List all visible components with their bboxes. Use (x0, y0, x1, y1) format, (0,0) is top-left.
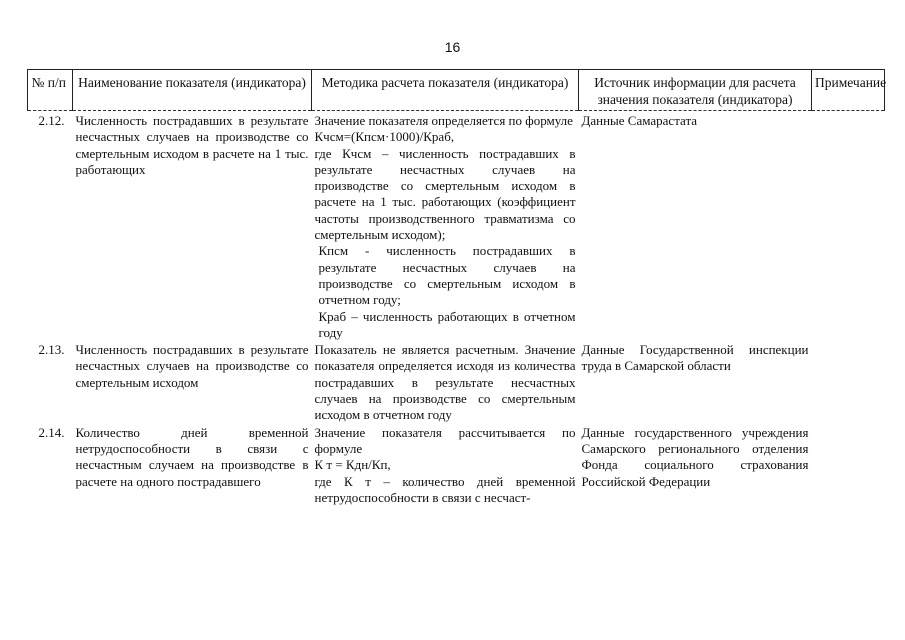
method-line: Значение показателя рассчитывается по формуле (314, 424, 576, 456)
page-number: 16 (444, 39, 461, 55)
method-line: где Кчсм – численность пострадавших в результате несчастных случаев на производстве со смертельным исходом в расчете на 1 тыс. работающих (коэффициент частоты производственного травматизма со смертельным исходом); (314, 145, 576, 243)
source-cell: Данные государственного учреждения Самарского регионального отделения Фонда социального страхования Российской Федерации (581, 424, 809, 489)
table-row (28, 341, 885, 423)
header-source: Источник информации для расчета значения показателя (индикатора) (579, 70, 812, 111)
indicator-table (27, 69, 885, 506)
header-note: Примечание (812, 70, 885, 111)
method-line: Значение показателя определяется по формуле (314, 113, 573, 128)
table-header-row (28, 70, 885, 111)
method-cell (312, 424, 579, 506)
indicator-name: Численность пострадавших в результате несчастных случаев на производстве со смертельным исходом в расчете на 1 тыс. работающих (75, 113, 309, 177)
method-line: Краб – численность работающих в отчетном году (318, 308, 576, 340)
method-formula: Кчсм=(Кпсм·1000)/Краб, (314, 129, 455, 145)
indicator-name: Количество дней временной нетрудоспособности в связи с несчастным случаем на производстве в расчете на одного пострадавшего (75, 424, 309, 489)
table-row (28, 424, 885, 506)
method-cell (312, 341, 579, 423)
note-cell (812, 111, 885, 342)
indicator-name: Численность пострадавших в результате несчастных случаев на производстве со смертельным исходом (75, 342, 309, 390)
row-number: 2.14. (38, 424, 65, 440)
table-row (28, 111, 885, 342)
header-method: Методика расчета показателя (индикатора) (312, 70, 579, 111)
source-cell: Данные Самарастата (581, 113, 698, 128)
row-number: 2.13. (38, 342, 65, 358)
source-cell: Данные Государственной инспекции труда в Самарской области (581, 342, 809, 374)
method-line: Показатель не является расчетным. Значение показателя определяется исходя из количества пострадавших в результате несчастных случаев на производстве со смертельным исходом в отчетном году (314, 342, 576, 423)
method-line: где К т – количество дней временной нетрудоспособности в связи с несчаст- (314, 473, 576, 505)
row-number: 2.12. (38, 113, 65, 128)
header-name: Наименование показателя (индикатора) (73, 70, 312, 111)
method-formula: К т = Кдн/Кп, (314, 457, 391, 473)
note-cell (812, 424, 885, 506)
note-cell (812, 341, 885, 423)
method-cell (312, 111, 579, 342)
method-line: Кпсм - численность пострадавших в результате несчастных случаев на производстве со смертельным исходом в отчетном году; (318, 243, 576, 308)
header-num: № п/п (28, 70, 73, 111)
